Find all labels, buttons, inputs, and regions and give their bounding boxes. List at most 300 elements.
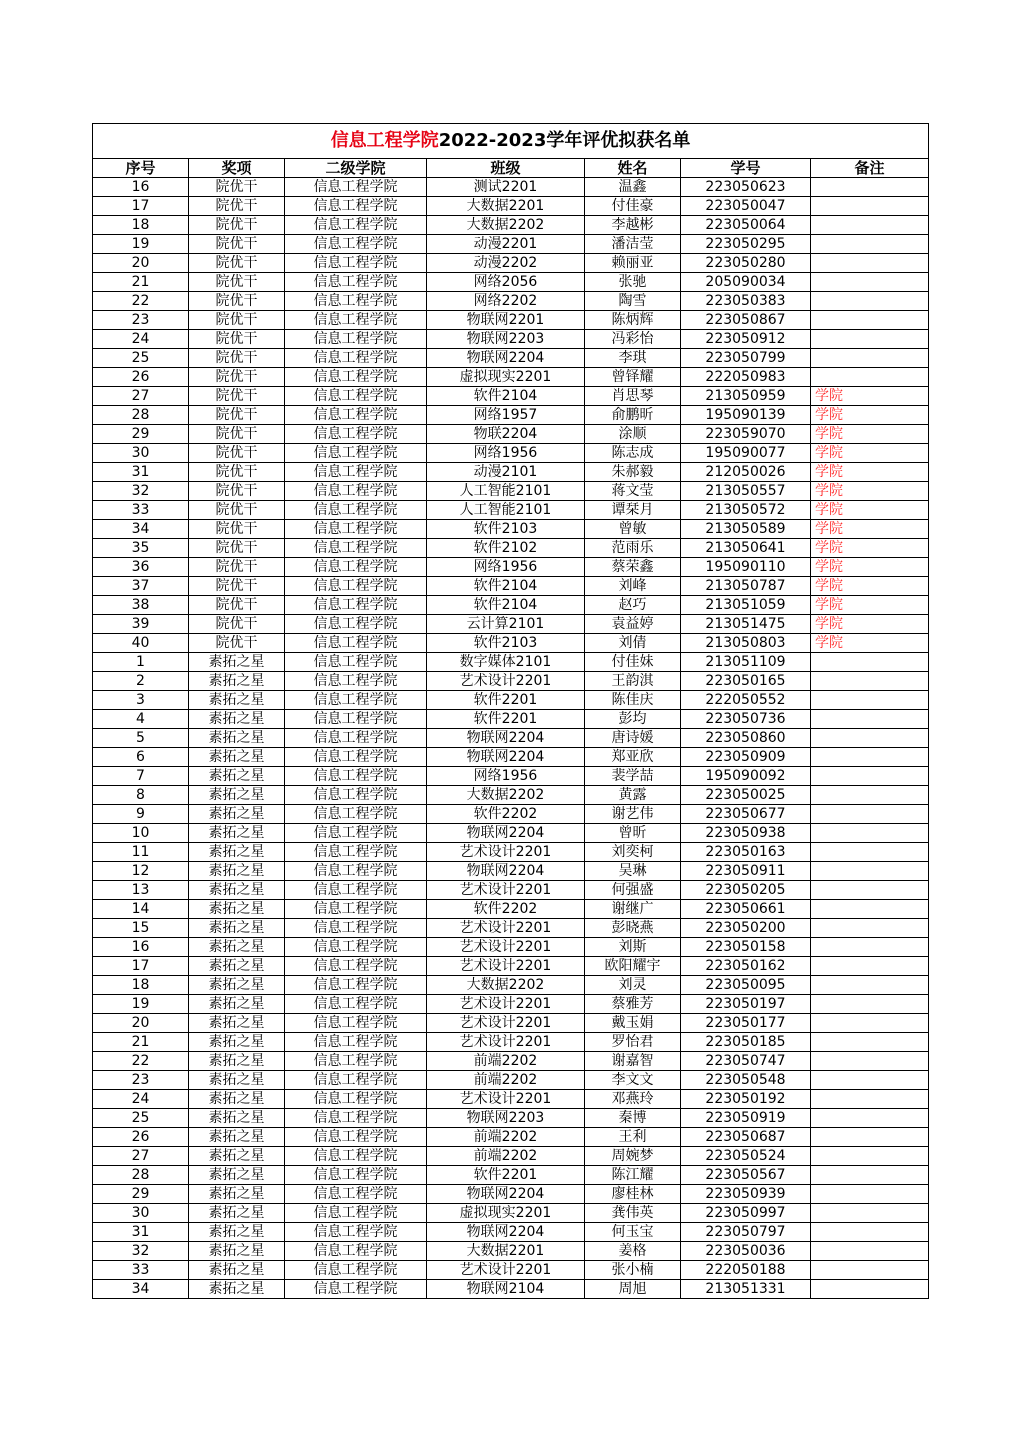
cell-index: 21 <box>93 273 189 292</box>
cell-award: 素拓之星 <box>189 862 285 881</box>
cell-name: 何强盛 <box>585 881 681 900</box>
cell-award: 素拓之星 <box>189 938 285 957</box>
cell-college: 信息工程学院 <box>285 425 427 444</box>
table-row <box>93 1223 929 1242</box>
cell-index: 34 <box>93 520 189 539</box>
cell-college: 信息工程学院 <box>285 178 427 197</box>
cell-student-id: 223050938 <box>681 824 811 843</box>
cell-class: 前端2202 <box>427 1147 585 1166</box>
table-row <box>93 691 929 710</box>
cell-name: 谢艺伟 <box>585 805 681 824</box>
table-row <box>93 368 929 387</box>
cell-remark <box>811 786 929 805</box>
cell-award: 素拓之星 <box>189 1071 285 1090</box>
header-row <box>93 159 929 178</box>
cell-index: 22 <box>93 1052 189 1071</box>
cell-remark <box>811 672 929 691</box>
cell-name: 廖桂林 <box>585 1185 681 1204</box>
cell-name: 张驰 <box>585 273 681 292</box>
cell-remark <box>811 197 929 216</box>
cell-remark <box>811 767 929 786</box>
cell-class: 网络2056 <box>427 273 585 292</box>
cell-college: 信息工程学院 <box>285 406 427 425</box>
cell-name: 冯彩怡 <box>585 330 681 349</box>
cell-student-id: 223050162 <box>681 957 811 976</box>
cell-student-id: 213051109 <box>681 653 811 672</box>
cell-award: 院优干 <box>189 273 285 292</box>
cell-award: 素拓之星 <box>189 1261 285 1280</box>
cell-college: 信息工程学院 <box>285 615 427 634</box>
cell-award: 素拓之星 <box>189 900 285 919</box>
cell-college: 信息工程学院 <box>285 292 427 311</box>
cell-college: 信息工程学院 <box>285 539 427 558</box>
cell-class: 软件2202 <box>427 900 585 919</box>
table-row <box>93 292 929 311</box>
cell-name: 刘峰 <box>585 577 681 596</box>
cell-college: 信息工程学院 <box>285 957 427 976</box>
table-row <box>93 235 929 254</box>
cell-student-id: 223050867 <box>681 311 811 330</box>
cell-award: 院优干 <box>189 482 285 501</box>
cell-name: 王利 <box>585 1128 681 1147</box>
title-row <box>93 124 929 159</box>
cell-student-id: 223050197 <box>681 995 811 1014</box>
cell-remark <box>811 311 929 330</box>
cell-college: 信息工程学院 <box>285 653 427 672</box>
cell-remark <box>811 1128 929 1147</box>
cell-name: 朱郝毅 <box>585 463 681 482</box>
cell-remark <box>811 330 929 349</box>
cell-class: 艺术设计2201 <box>427 1033 585 1052</box>
cell-class: 艺术设计2201 <box>427 919 585 938</box>
cell-college: 信息工程学院 <box>285 1280 427 1299</box>
cell-college: 信息工程学院 <box>285 1204 427 1223</box>
cell-college: 信息工程学院 <box>285 235 427 254</box>
cell-name: 张小楠 <box>585 1261 681 1280</box>
cell-name: 戴玉娟 <box>585 1014 681 1033</box>
cell-college: 信息工程学院 <box>285 1128 427 1147</box>
header-college: 二级学院 <box>285 159 427 178</box>
table-row <box>93 881 929 900</box>
cell-index: 17 <box>93 957 189 976</box>
cell-award: 素拓之星 <box>189 710 285 729</box>
cell-class: 软件2102 <box>427 539 585 558</box>
cell-index: 3 <box>93 691 189 710</box>
cell-college: 信息工程学院 <box>285 900 427 919</box>
cell-name: 裴学喆 <box>585 767 681 786</box>
cell-index: 16 <box>93 178 189 197</box>
table-row <box>93 463 929 482</box>
cell-name: 赵巧 <box>585 596 681 615</box>
cell-index: 30 <box>93 444 189 463</box>
cell-remark <box>811 1033 929 1052</box>
cell-name: 李文文 <box>585 1071 681 1090</box>
cell-award: 素拓之星 <box>189 805 285 824</box>
header-index: 序号 <box>93 159 189 178</box>
cell-index: 20 <box>93 254 189 273</box>
cell-name: 陈炳辉 <box>585 311 681 330</box>
cell-remark <box>811 1185 929 1204</box>
cell-class: 艺术设计2201 <box>427 1014 585 1033</box>
header-class: 班级 <box>427 159 585 178</box>
cell-index: 9 <box>93 805 189 824</box>
cell-student-id: 213050557 <box>681 482 811 501</box>
cell-award: 素拓之星 <box>189 1052 285 1071</box>
cell-college: 信息工程学院 <box>285 995 427 1014</box>
cell-college: 信息工程学院 <box>285 976 427 995</box>
cell-award: 院优干 <box>189 330 285 349</box>
cell-remark: 学院 <box>811 444 929 463</box>
cell-college: 信息工程学院 <box>285 482 427 501</box>
cell-student-id: 213050589 <box>681 520 811 539</box>
cell-remark <box>811 862 929 881</box>
table-row <box>93 1242 929 1261</box>
cell-student-id: 222050983 <box>681 368 811 387</box>
cell-index: 16 <box>93 938 189 957</box>
cell-award: 院优干 <box>189 349 285 368</box>
cell-name: 谢继广 <box>585 900 681 919</box>
cell-remark: 学院 <box>811 577 929 596</box>
header-name: 姓名 <box>585 159 681 178</box>
cell-class: 软件2201 <box>427 710 585 729</box>
cell-class: 软件2104 <box>427 387 585 406</box>
table-row <box>93 501 929 520</box>
cell-index: 15 <box>93 919 189 938</box>
cell-class: 大数据2202 <box>427 216 585 235</box>
cell-remark <box>811 368 929 387</box>
header-remark: 备注 <box>811 159 929 178</box>
cell-remark: 学院 <box>811 387 929 406</box>
cell-award: 素拓之星 <box>189 729 285 748</box>
cell-name: 欧阳耀宇 <box>585 957 681 976</box>
table-row <box>93 672 929 691</box>
cell-award: 院优干 <box>189 311 285 330</box>
cell-name: 陶雪 <box>585 292 681 311</box>
cell-college: 信息工程学院 <box>285 634 427 653</box>
cell-remark <box>811 919 929 938</box>
table-row <box>93 558 929 577</box>
cell-student-id: 223050911 <box>681 862 811 881</box>
cell-college: 信息工程学院 <box>285 1223 427 1242</box>
cell-class: 艺术设计2201 <box>427 1261 585 1280</box>
cell-award: 素拓之星 <box>189 1147 285 1166</box>
cell-index: 39 <box>93 615 189 634</box>
cell-college: 信息工程学院 <box>285 729 427 748</box>
cell-award: 素拓之星 <box>189 786 285 805</box>
cell-class: 软件2104 <box>427 577 585 596</box>
cell-name: 吴琳 <box>585 862 681 881</box>
cell-name: 刘斯 <box>585 938 681 957</box>
cell-class: 艺术设计2201 <box>427 1090 585 1109</box>
table-row <box>93 1090 929 1109</box>
cell-college: 信息工程学院 <box>285 672 427 691</box>
cell-college: 信息工程学院 <box>285 520 427 539</box>
cell-award: 素拓之星 <box>189 1242 285 1261</box>
cell-student-id: 222050552 <box>681 691 811 710</box>
table-row <box>93 1166 929 1185</box>
cell-college: 信息工程学院 <box>285 273 427 292</box>
table-row <box>93 349 929 368</box>
cell-student-id: 223050687 <box>681 1128 811 1147</box>
cell-class: 网络1957 <box>427 406 585 425</box>
cell-college: 信息工程学院 <box>285 1090 427 1109</box>
table-row <box>93 824 929 843</box>
cell-student-id: 223050200 <box>681 919 811 938</box>
award-list-table <box>92 123 929 1299</box>
cell-award: 素拓之星 <box>189 1090 285 1109</box>
cell-college: 信息工程学院 <box>285 596 427 615</box>
cell-student-id: 223059070 <box>681 425 811 444</box>
cell-award: 院优干 <box>189 235 285 254</box>
cell-index: 13 <box>93 881 189 900</box>
table-row <box>93 634 929 653</box>
cell-student-id: 223050025 <box>681 786 811 805</box>
table-row <box>93 1204 929 1223</box>
cell-index: 35 <box>93 539 189 558</box>
cell-class: 网络1956 <box>427 558 585 577</box>
cell-index: 17 <box>93 197 189 216</box>
cell-class: 物联网2203 <box>427 1109 585 1128</box>
table-row <box>93 1280 929 1299</box>
cell-student-id: 195090110 <box>681 558 811 577</box>
cell-index: 7 <box>93 767 189 786</box>
cell-college: 信息工程学院 <box>285 444 427 463</box>
cell-index: 19 <box>93 235 189 254</box>
cell-student-id: 223050158 <box>681 938 811 957</box>
cell-remark <box>811 691 929 710</box>
table-row <box>93 805 929 824</box>
cell-class: 人工智能2101 <box>427 482 585 501</box>
cell-class: 前端2202 <box>427 1071 585 1090</box>
cell-college: 信息工程学院 <box>285 691 427 710</box>
table-row <box>93 995 929 1014</box>
cell-remark <box>811 1147 929 1166</box>
cell-index: 32 <box>93 482 189 501</box>
cell-remark: 学院 <box>811 520 929 539</box>
cell-class: 物联网2204 <box>427 824 585 843</box>
cell-award: 院优干 <box>189 216 285 235</box>
cell-award: 素拓之星 <box>189 1033 285 1052</box>
cell-award: 院优干 <box>189 539 285 558</box>
cell-name: 刘倩 <box>585 634 681 653</box>
cell-index: 31 <box>93 463 189 482</box>
table-row <box>93 653 929 672</box>
cell-college: 信息工程学院 <box>285 938 427 957</box>
cell-class: 软件2201 <box>427 691 585 710</box>
cell-remark <box>811 729 929 748</box>
cell-name: 邓燕玲 <box>585 1090 681 1109</box>
cell-award: 院优干 <box>189 197 285 216</box>
cell-remark: 学院 <box>811 558 929 577</box>
cell-index: 18 <box>93 976 189 995</box>
cell-student-id: 223050524 <box>681 1147 811 1166</box>
cell-student-id: 213051475 <box>681 615 811 634</box>
cell-name: 彭均 <box>585 710 681 729</box>
cell-award: 素拓之星 <box>189 1204 285 1223</box>
cell-index: 23 <box>93 311 189 330</box>
cell-name: 罗怡君 <box>585 1033 681 1052</box>
cell-class: 动漫2202 <box>427 254 585 273</box>
cell-index: 28 <box>93 406 189 425</box>
cell-name: 王韵淇 <box>585 672 681 691</box>
cell-index: 25 <box>93 349 189 368</box>
cell-award: 素拓之星 <box>189 691 285 710</box>
cell-college: 信息工程学院 <box>285 1033 427 1052</box>
table-row <box>93 197 929 216</box>
cell-student-id: 223050064 <box>681 216 811 235</box>
cell-index: 37 <box>93 577 189 596</box>
cell-college: 信息工程学院 <box>285 881 427 900</box>
cell-college: 信息工程学院 <box>285 311 427 330</box>
cell-student-id: 213050641 <box>681 539 811 558</box>
cell-index: 19 <box>93 995 189 1014</box>
cell-remark: 学院 <box>811 539 929 558</box>
cell-college: 信息工程学院 <box>285 919 427 938</box>
cell-name: 范雨乐 <box>585 539 681 558</box>
cell-index: 28 <box>93 1166 189 1185</box>
cell-student-id: 195090077 <box>681 444 811 463</box>
cell-student-id: 223050799 <box>681 349 811 368</box>
cell-award: 院优干 <box>189 444 285 463</box>
cell-student-id: 223050919 <box>681 1109 811 1128</box>
cell-class: 艺术设计2201 <box>427 957 585 976</box>
cell-class: 前端2202 <box>427 1128 585 1147</box>
cell-index: 18 <box>93 216 189 235</box>
cell-student-id: 213050572 <box>681 501 811 520</box>
cell-remark <box>811 900 929 919</box>
cell-student-id: 223050165 <box>681 672 811 691</box>
table-row <box>93 520 929 539</box>
cell-award: 素拓之星 <box>189 881 285 900</box>
cell-class: 测试2201 <box>427 178 585 197</box>
cell-student-id: 213051331 <box>681 1280 811 1299</box>
cell-award: 院优干 <box>189 520 285 539</box>
cell-class: 动漫2201 <box>427 235 585 254</box>
cell-name: 袁益婷 <box>585 615 681 634</box>
cell-award: 素拓之星 <box>189 748 285 767</box>
table-row <box>93 1261 929 1280</box>
cell-remark <box>811 843 929 862</box>
cell-remark: 学院 <box>811 615 929 634</box>
cell-index: 32 <box>93 1242 189 1261</box>
table-row <box>93 425 929 444</box>
cell-name: 龚伟英 <box>585 1204 681 1223</box>
cell-award: 素拓之星 <box>189 919 285 938</box>
cell-class: 软件2103 <box>427 520 585 539</box>
cell-award: 院优干 <box>189 425 285 444</box>
cell-name: 刘灵 <box>585 976 681 995</box>
cell-student-id: 223050185 <box>681 1033 811 1052</box>
cell-remark <box>811 292 929 311</box>
cell-class: 物联网2204 <box>427 1185 585 1204</box>
cell-index: 33 <box>93 501 189 520</box>
cell-index: 34 <box>93 1280 189 1299</box>
cell-college: 信息工程学院 <box>285 1185 427 1204</box>
cell-index: 23 <box>93 1071 189 1090</box>
table-row <box>93 577 929 596</box>
cell-index: 31 <box>93 1223 189 1242</box>
cell-name: 刘奕柯 <box>585 843 681 862</box>
cell-student-id: 223050295 <box>681 235 811 254</box>
cell-name: 蔡荣鑫 <box>585 558 681 577</box>
cell-remark <box>811 273 929 292</box>
cell-award: 院优干 <box>189 406 285 425</box>
table-row <box>93 710 929 729</box>
cell-college: 信息工程学院 <box>285 1147 427 1166</box>
table-row <box>93 748 929 767</box>
cell-college: 信息工程学院 <box>285 463 427 482</box>
table-row <box>93 311 929 330</box>
cell-remark <box>811 653 929 672</box>
cell-name: 蔡雅芳 <box>585 995 681 1014</box>
cell-index: 12 <box>93 862 189 881</box>
cell-award: 素拓之星 <box>189 995 285 1014</box>
table-row <box>93 1109 929 1128</box>
cell-remark <box>811 824 929 843</box>
cell-name: 温鑫 <box>585 178 681 197</box>
cell-college: 信息工程学院 <box>285 1071 427 1090</box>
cell-name: 谢嘉智 <box>585 1052 681 1071</box>
table-row <box>93 482 929 501</box>
cell-college: 信息工程学院 <box>285 1242 427 1261</box>
cell-award: 院优干 <box>189 387 285 406</box>
cell-student-id: 223050567 <box>681 1166 811 1185</box>
cell-class: 艺术设计2201 <box>427 843 585 862</box>
table-row <box>93 615 929 634</box>
cell-remark <box>811 216 929 235</box>
cell-class: 大数据2202 <box>427 786 585 805</box>
cell-student-id: 223050548 <box>681 1071 811 1090</box>
cell-index: 24 <box>93 1090 189 1109</box>
cell-award: 素拓之星 <box>189 1109 285 1128</box>
cell-student-id: 223050661 <box>681 900 811 919</box>
table-row <box>93 539 929 558</box>
cell-student-id: 223050912 <box>681 330 811 349</box>
cell-college: 信息工程学院 <box>285 805 427 824</box>
cell-index: 40 <box>93 634 189 653</box>
table-row <box>93 1071 929 1090</box>
table-row <box>93 843 929 862</box>
cell-name: 蒋文莹 <box>585 482 681 501</box>
cell-class: 软件2202 <box>427 805 585 824</box>
cell-index: 29 <box>93 1185 189 1204</box>
cell-college: 信息工程学院 <box>285 387 427 406</box>
cell-name: 李越彬 <box>585 216 681 235</box>
cell-award: 素拓之星 <box>189 1166 285 1185</box>
cell-class: 物联网2204 <box>427 862 585 881</box>
cell-index: 27 <box>93 1147 189 1166</box>
cell-student-id: 223050095 <box>681 976 811 995</box>
cell-class: 物联网2104 <box>427 1280 585 1299</box>
cell-remark <box>811 938 929 957</box>
cell-class: 人工智能2101 <box>427 501 585 520</box>
cell-award: 院优干 <box>189 501 285 520</box>
cell-remark <box>811 881 929 900</box>
cell-award: 院优干 <box>189 634 285 653</box>
cell-index: 29 <box>93 425 189 444</box>
cell-remark <box>811 1166 929 1185</box>
cell-class: 大数据2201 <box>427 1242 585 1261</box>
cell-class: 物联网2203 <box>427 330 585 349</box>
cell-student-id: 213051059 <box>681 596 811 615</box>
cell-class: 网络2202 <box>427 292 585 311</box>
cell-index: 11 <box>93 843 189 862</box>
cell-college: 信息工程学院 <box>285 197 427 216</box>
cell-student-id: 223050677 <box>681 805 811 824</box>
cell-index: 30 <box>93 1204 189 1223</box>
cell-class: 软件2104 <box>427 596 585 615</box>
header-award: 奖项 <box>189 159 285 178</box>
